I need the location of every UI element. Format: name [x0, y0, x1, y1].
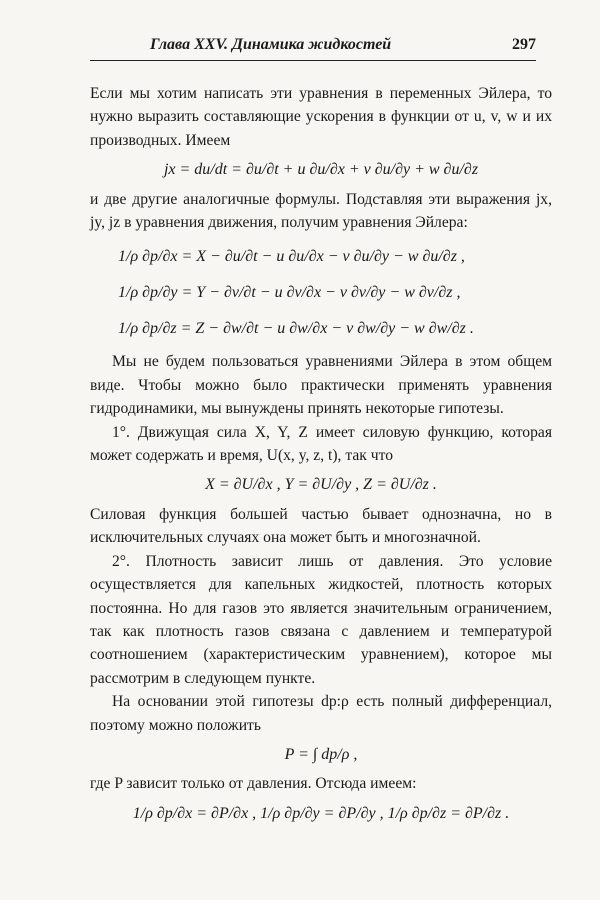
- paragraph-8: где P зависит только от давления. Отсюда имеем:: [90, 775, 417, 793]
- equation-text: P = ∫ dp/ρ ,: [284, 745, 358, 763]
- equation-text: X = ∂U/∂x , Y = ∂U/∂y , Z = ∂U/∂z .: [205, 476, 437, 494]
- euler-equation-x: 1/ρ ∂p/∂x = X − ∂u/∂t − u ∂u/∂x − v ∂u/∂y − w ∂u/∂z ,: [118, 247, 465, 265]
- paragraph-6: 2°. Плотность зависит лишь от давления. Это условие осуществляется для капельных жидкостей, плотность которых постоянна. Но для газов это является значительным ограничением, так как плотность газов связана с давлением и температурой соотношением (характеристическим уравнением), которое мы рассмотрим в следующем пункте.: [90, 552, 552, 687]
- running-header: [90, 30, 536, 61]
- equation-text: 1/ρ ∂p/∂x = ∂P/∂x , 1/ρ ∂p/∂y = ∂P/∂y , 1/ρ ∂p/∂z = ∂P/∂z .: [132, 804, 510, 822]
- page-body: [90, 82, 552, 831]
- page-number: 297: [512, 36, 536, 53]
- force-function-equation: [90, 473, 552, 496]
- paragraph-5: Силовая функция большей частью бывает однозначна, но в исключительных случаях она может быть и многозначной.: [90, 505, 552, 547]
- euler-equation-y: 1/ρ ∂p/∂y = Y − ∂v/∂t − u ∂v/∂x − v ∂v/∂y − w ∂v/∂z ,: [118, 283, 461, 301]
- pressure-function-equation: [90, 743, 552, 766]
- euler-equations: [118, 238, 552, 346]
- paragraph-2: и две другие аналогичные формулы. Подставляя эти выражения jx, jy, jz в уравнения движения, получим уравнения Эйлера:: [90, 190, 552, 232]
- equation-acceleration: [90, 158, 552, 181]
- paragraph-4: 1°. Движущая сила X, Y, Z имеет силовую функцию, которая может содержать и время, U(x, y, z, t), так что: [90, 423, 552, 465]
- paragraph-7: На основании этой гипотезы dp:ρ есть полный дифференциал, поэтому можно положить: [90, 693, 552, 734]
- gradient-equations: [90, 802, 552, 825]
- paragraph-3: Мы не будем пользоваться уравнениями Эйлера в этом общем виде. Чтобы можно было практически применять уравнения гидродинамики, мы вынуждены принять некоторые гипотезы.: [90, 353, 552, 418]
- chapter-title: Глава XXV. Динамика жидкостей: [150, 36, 392, 53]
- euler-equation-z: 1/ρ ∂p/∂z = Z − ∂w/∂t − u ∂w/∂x − v ∂w/∂y − w ∂w/∂z .: [118, 319, 474, 337]
- paragraph-1: Если мы хотим написать эти уравнения в переменных Эйлера, то нужно выразить составляющие ускорения в функции от u, v, w и их производных. Имеем: [90, 85, 552, 149]
- equation-text: jx = du/dt = ∂u/∂t + u ∂u/∂x + v ∂u/∂y + w ∂u/∂z: [163, 161, 479, 179]
